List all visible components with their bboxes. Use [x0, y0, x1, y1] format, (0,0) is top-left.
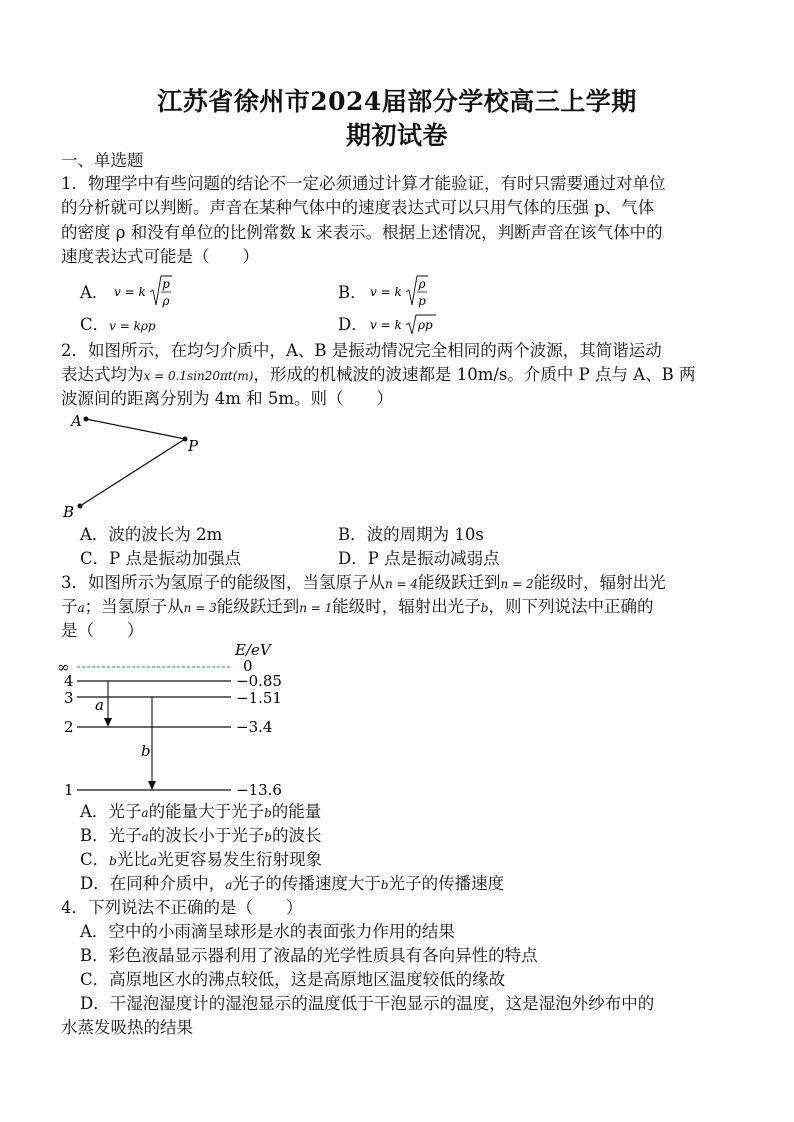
- q4-option-a[interactable]: A．空中的小雨滴呈球形是水的表面张力作用的结果: [80, 922, 455, 941]
- title-line-1: 江苏省徐州市2024届部分学校高三上学期: [157, 87, 637, 116]
- q3-option-c[interactable]: C．b光比a光更容易发生衍射现象: [80, 850, 322, 869]
- segment-bp: [80, 439, 185, 506]
- level-n-2: 2: [64, 718, 74, 736]
- q2-option-d[interactable]: D．P 点是振动减弱点: [338, 549, 500, 568]
- formula-prefix: v = k: [114, 285, 146, 299]
- formula-prefix: v = k: [370, 285, 402, 299]
- q1-line-3: 的密度 ρ 和没有单位的比例常数 k 来表示。根据上述情况，判断声音在该气体中的: [61, 223, 663, 242]
- q4-line-1: 4．下列说法不正确的是（ ）: [61, 898, 303, 917]
- section-heading: 一、单选题: [61, 151, 144, 170]
- level-n-inf: ∞: [57, 658, 70, 676]
- segment-ap: [86, 419, 185, 439]
- q2-line-1: 2．如图所示，在均匀介质中，A、B 是振动情况完全相同的两个波源，其简谐运动: [61, 341, 662, 360]
- q3-line-1: 3．如图所示为氢原子的能级图，当氢原子从n = 4能级跃迁到n = 2能级时，辐射出光: [61, 573, 666, 592]
- level-e-2: −3.4: [236, 718, 273, 736]
- arrowhead-a: [104, 718, 112, 727]
- label-a: A: [71, 412, 82, 430]
- q1-option-d[interactable]: [338, 314, 368, 336]
- label-p: P: [188, 437, 199, 455]
- option-label: B．: [338, 283, 367, 302]
- q4-option-d[interactable]: D．干湿泡湿度计的湿泡显示的温度低于干泡显示的温度，这是湿泡外纱布中的: [80, 994, 655, 1013]
- q3-line-2: 子a；当氢原子从n = 3能级跃迁到n = 1能级时，辐射出光子b，则下列说法中正确的: [61, 597, 654, 616]
- q1-line-1: 1．物理学中有些问题的结论不一定必须通过计算才能验证，有时只需要通过对单位: [61, 174, 666, 193]
- q2-option-c[interactable]: C．P 点是振动加强点: [80, 549, 241, 568]
- option-label: A．: [80, 283, 109, 302]
- level-n-3: 3: [64, 689, 74, 707]
- q3-option-a[interactable]: A．光子a的能量大于光子b的能量: [80, 802, 322, 821]
- q3-line-3: 是（ ）: [61, 621, 144, 640]
- arrowhead-b: [148, 781, 156, 790]
- q1-option-d-formula: [368, 312, 438, 338]
- q3-option-d[interactable]: D．在同种介质中，a光子的传播速度大于b光子的传播速度: [80, 874, 505, 893]
- q1-option-b-formula: [368, 272, 428, 312]
- q4-option-d-continuation: 水蒸发吸热的结果: [61, 1018, 193, 1037]
- q1-option-c[interactable]: [80, 314, 156, 337]
- q1-option-a[interactable]: [80, 282, 108, 304]
- q2-line-2: 表达式均为x = 0.1sin20πt(m)，形成的机械波的波速都是 10m/s。介质中 P 点与 A、B 两: [61, 365, 696, 384]
- q2-formula: x = 0.1sin20πt(m): [143, 369, 254, 383]
- fraction-top: ρ: [418, 277, 426, 291]
- label-b: B: [63, 503, 75, 521]
- level-e-1: −13.6: [236, 781, 282, 799]
- fraction-bottom: ρ: [162, 294, 170, 308]
- formula-prefix: v = k: [370, 318, 402, 332]
- option-label: D．: [338, 315, 368, 334]
- level-e-3: −1.51: [236, 689, 282, 707]
- point-b: [78, 504, 83, 509]
- q2-line-3: 波源间的距离分别为 4m 和 5m。则（ ）: [61, 389, 394, 408]
- option-label: C．: [80, 315, 110, 334]
- level-n-1: 1: [64, 781, 74, 799]
- q3-energy-level-diagram: [55, 640, 305, 800]
- q3-option-b[interactable]: B．光子a的波长小于光子b的波长: [80, 826, 322, 845]
- q1-option-b[interactable]: [338, 282, 367, 304]
- fraction-top: p: [162, 277, 170, 291]
- level-n-4: 4: [64, 672, 74, 690]
- q1-option-a-formula: [112, 272, 172, 312]
- arrow-label-b: b: [141, 742, 151, 760]
- q1-line-2: 的分析就可以判断。声音在某种气体中的速度表达式可以只用气体的压强 p、气体: [61, 198, 655, 217]
- arrow-label-a: a: [95, 696, 104, 714]
- q2-option-b[interactable]: B．波的周期为 10s: [338, 525, 484, 544]
- fraction-bottom: p: [418, 294, 426, 308]
- formula: v = kρp: [109, 319, 156, 333]
- level-e-inf: 0: [243, 657, 253, 675]
- q2-figure: [60, 410, 220, 522]
- q4-option-b[interactable]: B．彩色液晶显示器利用了液晶的光学性质具有各向异性的特点: [80, 946, 538, 965]
- q4-option-c[interactable]: C．高原地区水的沸点较低，这是高原地区温度较低的缘故: [80, 970, 506, 989]
- point-p: [183, 437, 188, 442]
- energy-unit: E/eV: [235, 641, 271, 659]
- point-a: [84, 417, 89, 422]
- title-line-2: 期初试卷: [345, 121, 448, 150]
- level-e-4: −0.85: [236, 672, 282, 690]
- q2-option-a[interactable]: A．波的波长为 2m: [80, 525, 223, 544]
- sqrt-content: ρp: [418, 318, 433, 332]
- q1-line-4: 速度表达式可能是（ ）: [61, 247, 259, 266]
